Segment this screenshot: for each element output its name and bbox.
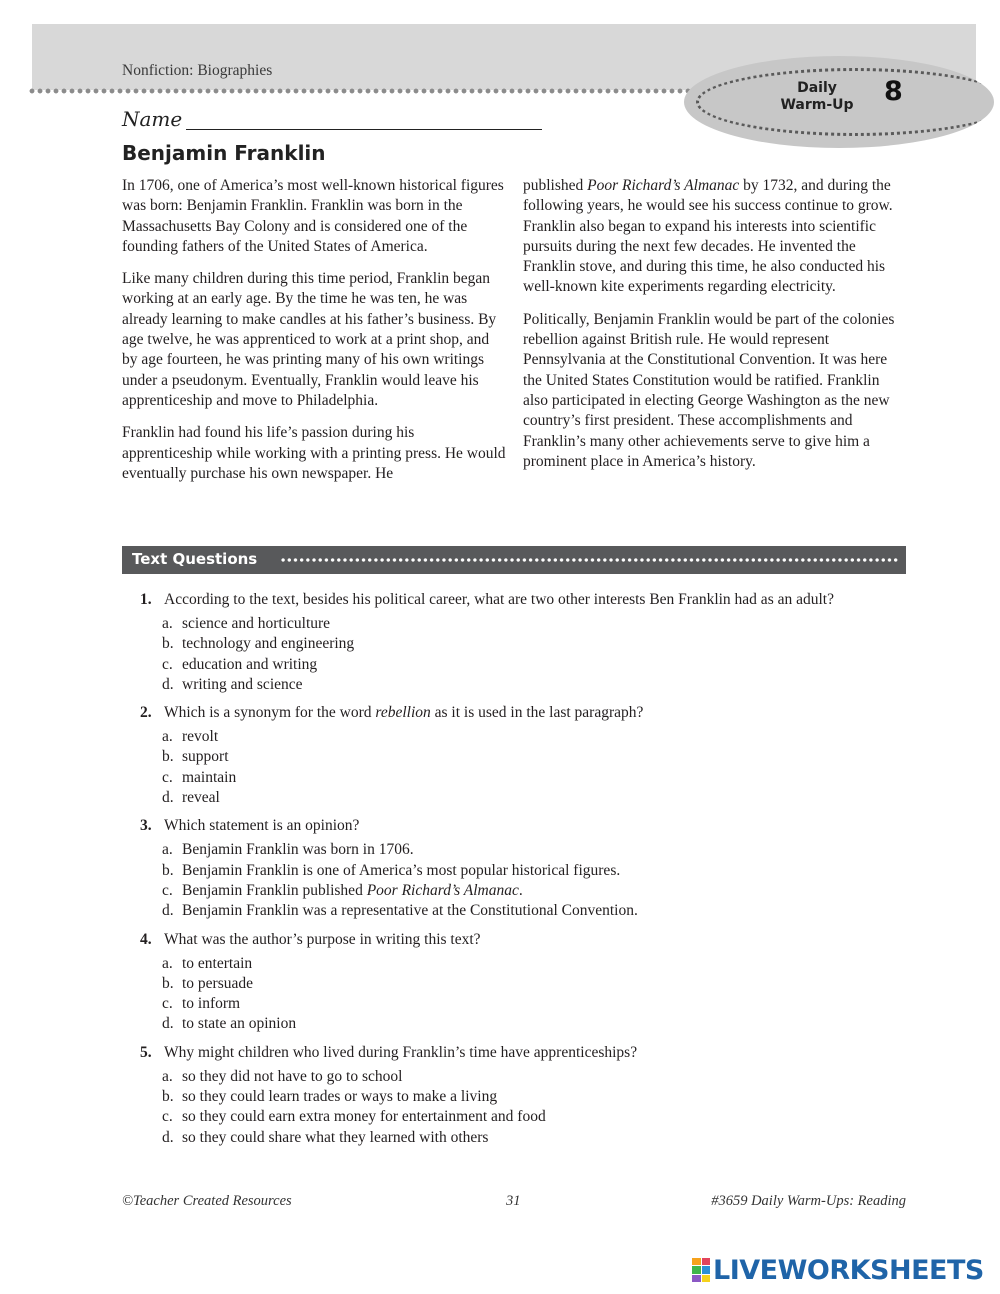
grid-cell (702, 1258, 711, 1265)
option-text: so they could learn trades or ways to make a living (182, 1088, 498, 1106)
option-letter: b. (162, 635, 174, 653)
answer-options (140, 840, 940, 921)
category-label: Nonfiction: Biographies (122, 62, 273, 79)
option-letter: d. (162, 1128, 174, 1146)
grid-cell (692, 1258, 701, 1265)
option-text: maintain (182, 768, 237, 786)
passage-paragraph: Politically, Benjamin Franklin would be part of the colonies rebellion against British rule. He would represent Pennsylvania at the Constitutional Convention. It was here the United States Constitution would be ratified. Franklin also participated in electing George Washington as the new country’s first president. These accomplishments and Franklin’s many other achievements serve to give him a prominent place in America’s history. (523, 310, 895, 470)
header-dot-line (28, 88, 698, 94)
option-letter: a. (162, 954, 173, 972)
badge-number: 8 (884, 76, 903, 107)
text-run: Benjamin Franklin published (182, 881, 367, 899)
option-text: so they did not have to go to school (182, 1067, 403, 1085)
badge-label-line2: Warm-Up (780, 97, 854, 113)
option-text: education and writing (182, 655, 318, 673)
answer-option[interactable] (140, 1014, 940, 1034)
option-text: Benjamin Franklin was a representative at the Constitutional Convention. (182, 902, 638, 920)
name-label: Name (122, 107, 183, 131)
question-number: 3. (140, 817, 152, 835)
questions-list (140, 590, 940, 1156)
question-text: Why might children who lived during Franklin’s time have apprenticeships? (164, 1043, 638, 1061)
question-3 (140, 816, 940, 921)
answer-options (140, 954, 940, 1035)
question-text: Which is a synonym for the word (164, 704, 376, 722)
grid-cell (692, 1275, 701, 1282)
grid-cell (692, 1266, 701, 1273)
passage-paragraph (523, 176, 907, 298)
option-letter: a. (162, 841, 173, 859)
option-letter: c. (162, 768, 173, 786)
liveworksheets-grid-icon (692, 1258, 710, 1282)
option-letter: c. (162, 1108, 173, 1126)
passage-paragraph: Like many children during this time period, Franklin began working at an early age. By the time he was ten, he was already learning to make candles at his father’s business. By age twelve, he was apprenticed to work at a print shop, and by age fourteen, he was printing many of his own writings under a pseudonym. Eventually, Franklin would leave his apprenticeship and move to Philadelphia. (122, 270, 497, 409)
questions-header-bar (122, 546, 906, 574)
option-letter: a. (162, 728, 173, 746)
passage-right-column (523, 176, 907, 484)
answer-option[interactable] (140, 747, 940, 767)
option-letter: c. (162, 655, 173, 673)
question-text: According to the text, besides his political career, what are two other interests Ben Franklin had as an adult? (164, 591, 834, 608)
answer-option[interactable] (140, 634, 940, 654)
grid-cell (702, 1275, 711, 1282)
option-letter: b. (162, 748, 174, 766)
option-text: to inform (182, 995, 241, 1013)
footer-page-number: 31 (506, 1193, 521, 1209)
liveworksheets-logo[interactable] (692, 1255, 984, 1285)
option-text: Benjamin Franklin is one of America’s most popular historical figures. (182, 861, 621, 879)
option-letter: b. (162, 974, 174, 992)
question-1 (140, 590, 940, 695)
answer-option[interactable] (140, 768, 940, 788)
answer-option[interactable] (140, 954, 940, 974)
text-run: published (523, 177, 588, 194)
vocab-word: rebellion (375, 704, 431, 722)
answer-option[interactable] (140, 788, 940, 808)
answer-option[interactable] (140, 1087, 940, 1107)
option-text: to persuade (182, 974, 254, 992)
question-stem (140, 590, 940, 610)
footer-book-title: #3659 Daily Warm-Ups: Reading (711, 1193, 906, 1209)
option-text: so they could earn extra money for entertainment and food (182, 1108, 546, 1126)
question-text: Which statement is an opinion? (164, 817, 360, 835)
question-5 (140, 1043, 940, 1148)
grid-cell (702, 1266, 711, 1273)
text-run: by 1732, and during the following years, he would see his success continue to grow. Franklin also began to expand his interests into scientific pursuits during the next few decades. He invented the Franklin stove, and during this time, he also conducted his well-known kite experiments regarding electricity. (523, 177, 893, 296)
answer-option[interactable] (140, 727, 940, 747)
answer-option[interactable] (140, 901, 940, 921)
option-text: support (182, 748, 229, 766)
question-number: 2. (140, 704, 152, 722)
answer-option[interactable] (140, 881, 940, 901)
option-text: to state an opinion (182, 1015, 297, 1033)
questions-header-title: Text Questions (132, 550, 258, 568)
badge-label-line1: Daily (797, 80, 837, 96)
question-2 (140, 703, 940, 808)
page-title: Benjamin Franklin (122, 141, 326, 165)
answer-options (140, 1067, 940, 1148)
option-text: reveal (182, 789, 220, 807)
liveworksheets-wordmark: LIVEWORKSHEETS (713, 1254, 984, 1286)
text-run: . (518, 881, 523, 899)
passage-left-column (122, 176, 506, 496)
option-text: technology and engineering (182, 635, 355, 653)
answer-option[interactable] (140, 675, 940, 695)
book-title: Poor Richard’s Almanac (587, 177, 740, 194)
answer-options (140, 727, 940, 808)
option-text: Benjamin Franklin was born in 1706. (182, 841, 414, 859)
answer-option[interactable] (140, 614, 940, 634)
question-text: as it is used in the last paragraph? (430, 704, 644, 722)
answer-option[interactable] (140, 861, 940, 881)
answer-option[interactable] (140, 974, 940, 994)
question-number: 1. (140, 591, 152, 608)
option-text: science and horticulture (182, 615, 331, 632)
answer-option[interactable] (140, 1107, 940, 1127)
answer-options (140, 614, 940, 695)
option-letter: a. (162, 615, 173, 632)
answer-option[interactable] (140, 840, 940, 860)
option-letter: b. (162, 1088, 174, 1106)
option-letter: b. (162, 861, 174, 879)
option-text: so they could share what they learned with others (182, 1128, 489, 1146)
option-letter: a. (162, 1067, 173, 1085)
question-stem (140, 930, 940, 950)
answer-option[interactable] (140, 994, 940, 1014)
question-4 (140, 930, 940, 1035)
option-letter: d. (162, 902, 174, 920)
option-letter: d. (162, 789, 174, 807)
question-number: 4. (140, 930, 152, 948)
option-letter: c. (162, 881, 173, 899)
question-stem (140, 1043, 940, 1063)
option-letter: c. (162, 995, 173, 1013)
book-title: Poor Richard’s Almanac (366, 881, 519, 899)
name-field-line[interactable] (186, 129, 542, 130)
question-stem (140, 816, 940, 836)
option-text (162, 881, 523, 901)
footer-publisher: ©Teacher Created Resources (122, 1193, 292, 1209)
answer-option[interactable] (140, 1067, 940, 1087)
question-text: What was the author’s purpose in writing this text? (164, 930, 481, 948)
passage-paragraph: Franklin had found his life’s passion during his apprenticeship while working with a printing press. He would eventually purchase his own newspaper. He (122, 424, 506, 482)
question-number: 5. (140, 1043, 152, 1061)
passage-paragraph: In 1706, one of America’s most well-known historical figures was born: Benjamin Franklin. Franklin was born in the Massachusetts Bay Colony and is considered one of the founding fathers of the United States of America. (122, 177, 504, 255)
option-text: writing and science (182, 675, 303, 693)
option-text: to entertain (182, 954, 253, 972)
option-letter: d. (162, 675, 174, 693)
questions-header-dots (280, 557, 898, 563)
badge-label (772, 80, 862, 114)
question-stem (140, 703, 940, 723)
answer-option[interactable] (140, 655, 940, 675)
answer-option[interactable] (140, 1128, 940, 1148)
option-letter: d. (162, 1015, 174, 1033)
option-text: revolt (182, 728, 219, 746)
